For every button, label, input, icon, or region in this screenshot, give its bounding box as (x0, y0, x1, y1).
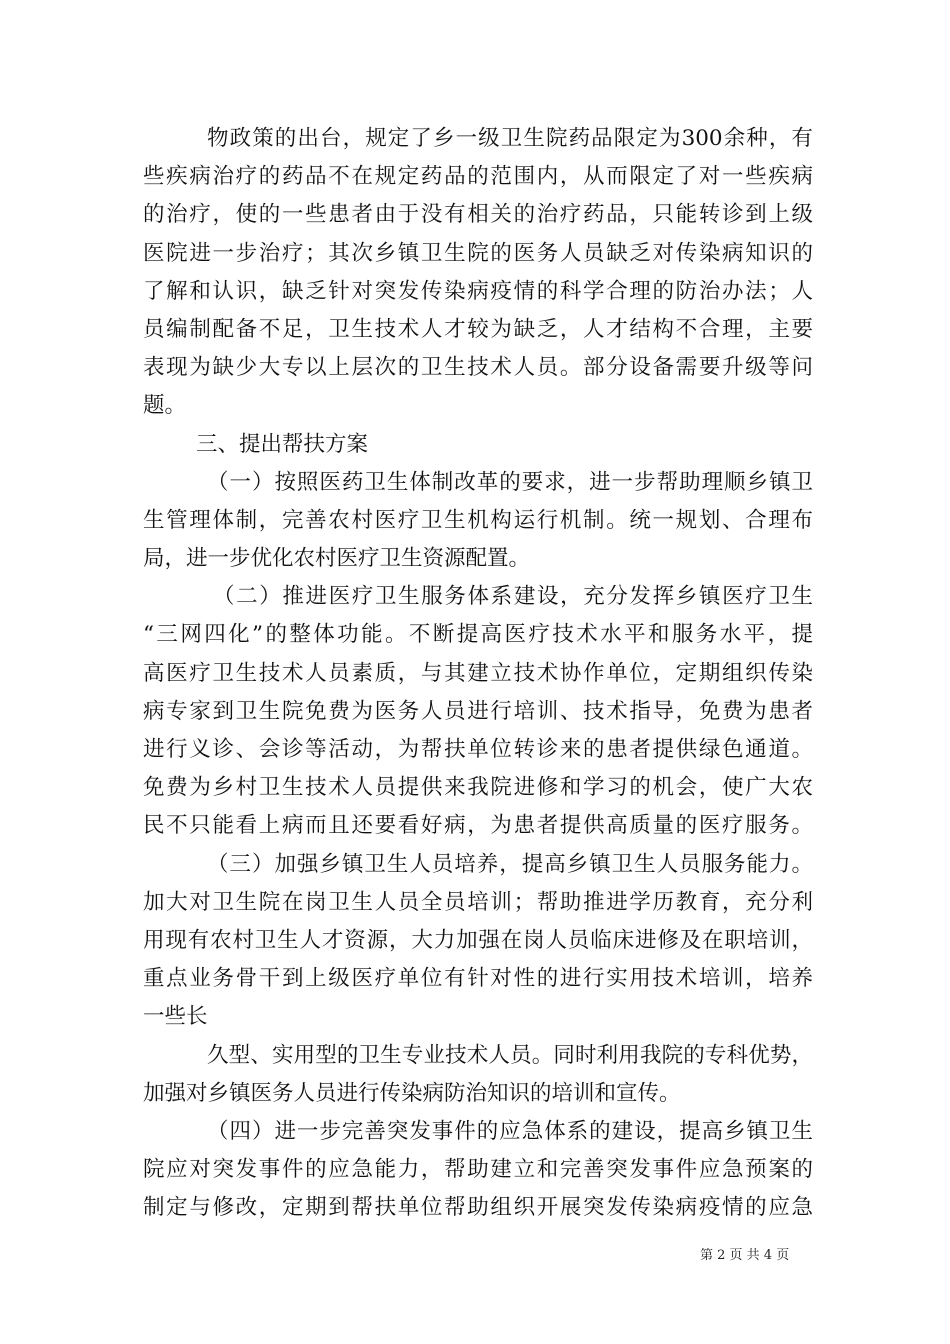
text-line: 制定与修改，定期到帮扶单位帮助组织开展突发传染病疫情的应急 (143, 1195, 813, 1221)
text-line: 题。 (143, 393, 187, 419)
text-line: 加强对乡镇医务人员进行传染病防治知识的培训和宣传。 (143, 1080, 681, 1106)
text-line: 局，进一步优化农村医疗卫生资源配置。 (143, 546, 531, 572)
text-line: （三）加强乡镇卫生人员培养，提高乡镇卫生人员服务能力。 (207, 851, 813, 877)
text-line: “三网四化”的整体功能。不断提高医疗技术水平和服务水平，提 (143, 622, 813, 648)
text-line: 医院进一步治疗；其次乡镇卫生院的医务人员缺乏对传染病知识的 (143, 240, 813, 266)
document-body (143, 120, 813, 1227)
text-line: 久型、实用型的卫生专业技术人员。同时利用我院的专科优势， (207, 1042, 813, 1068)
text-line: 了解和认识，缺乏针对突发传染病疫情的科学合理的防治办法；人 (143, 278, 813, 304)
text-line: 高医疗卫生技术人员素质，与其建立技术协作单位，定期组织传染 (143, 660, 813, 686)
text-line: 进行义诊、会诊等活动，为帮扶单位转诊来的患者提供绿色通道。 (143, 737, 813, 762)
text-line: （一）按照医药卫生体制改革的要求，进一步帮助理顺乡镇卫 (207, 469, 813, 495)
text-line: 物政策的出台，规定了乡一级卫生院药品限定为300余种，有 (207, 126, 813, 151)
text-line: 病专家到卫生院免费为医务人员进行培训、技术指导，免费为患者 (143, 698, 813, 724)
text-line: 免费为乡村卫生技术人员提供来我院进修和学习的机会，使广大农 (143, 775, 813, 801)
text-line: 员编制配备不足，卫生技术人才较为缺乏，人才结构不合理，主要 (143, 316, 813, 342)
text-line: 些疾病治疗的药品不在规定药品的范围内，从而限定了对一些疾病 (143, 164, 813, 190)
section-heading: 三、提出帮扶方案 (196, 431, 369, 457)
text-line: 民不只能看上病而且还要看好病，为患者提供高质量的医疗服务。 (143, 813, 813, 839)
text-line: （四）进一步完善突发事件的应急体系的建设，提高乡镇卫生 (207, 1118, 813, 1144)
text-line: 院应对突发事件的应急能力，帮助建立和完善突发事件应急预案的 (143, 1157, 813, 1183)
text-line: 加大对卫生院在岗卫生人员全员培训；帮助推进学历教育，充分利 (143, 889, 813, 915)
text-line: （二）推进医疗卫生服务体系建设，充分发挥乡镇医疗卫生 (213, 584, 813, 610)
text-line: 重点业务骨干到上级医疗单位有针对性的进行实用技术培训，培养 (143, 966, 813, 992)
text-line: 用现有农村卫生人才资源，大力加强在岗人员临床进修及在职培训， (143, 927, 813, 953)
text-line: 一些长 (143, 1004, 208, 1030)
page-number: 第 2 页 共 4 页 (700, 1248, 790, 1263)
text-line: 的治疗，使的一些患者由于没有相关的治疗药品，只能转诊到上级 (143, 202, 813, 228)
text-line: 表现为缺少大专以上层次的卫生技术人员。部分设备需要升级等问 (143, 355, 813, 381)
text-line: 生管理体制，完善农村医疗卫生机构运行机制。统一规划、合理布 (143, 507, 813, 533)
